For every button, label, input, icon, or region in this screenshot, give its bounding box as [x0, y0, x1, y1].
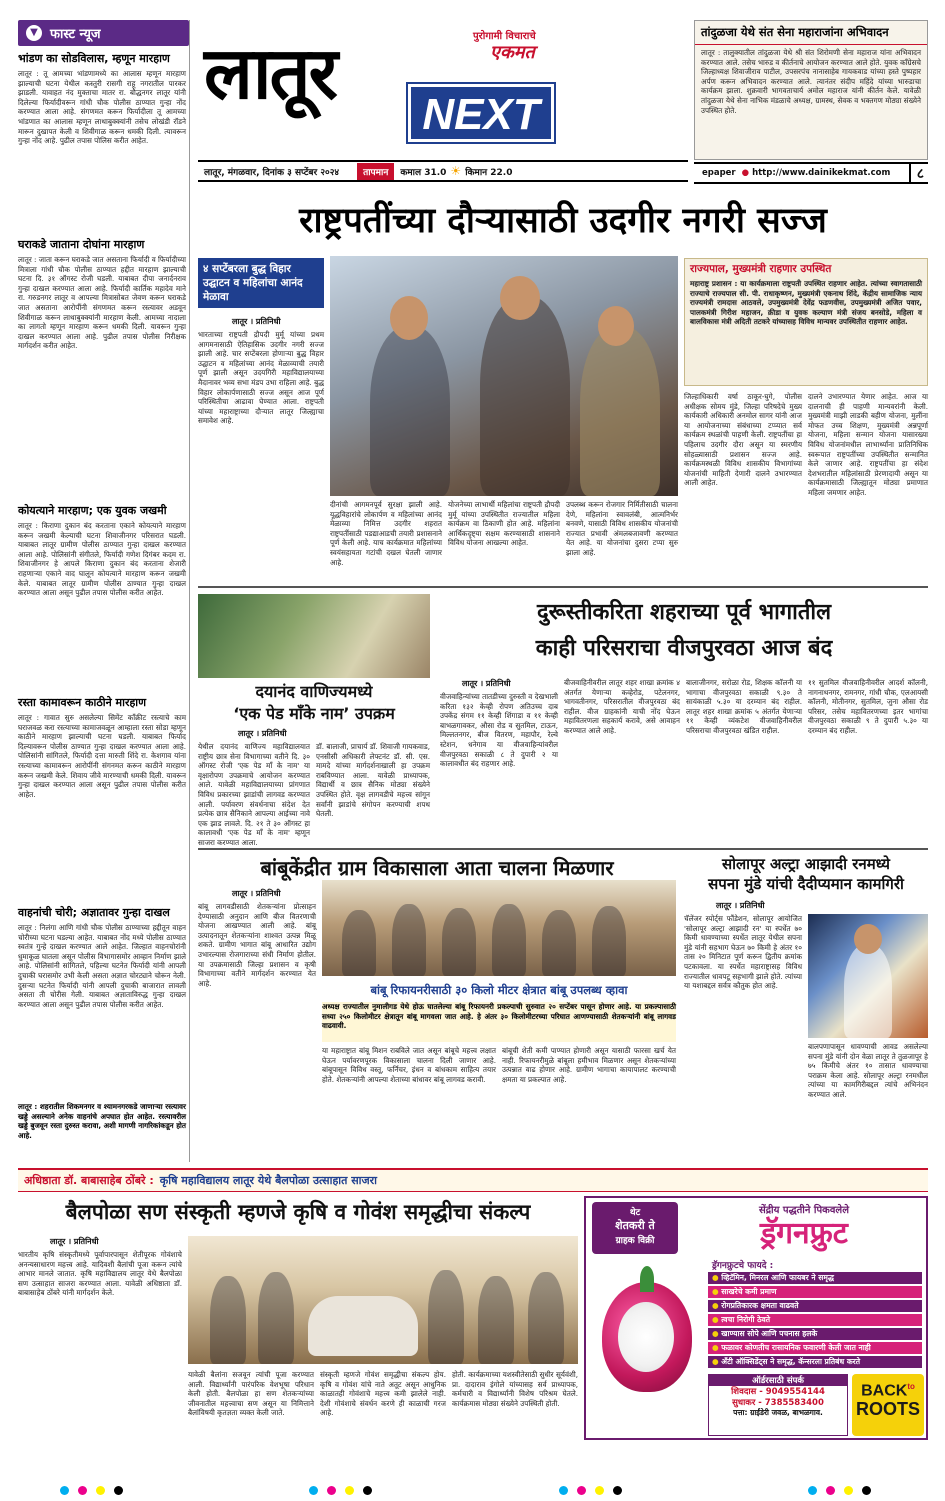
dayanand-body-col2: डॉ. बालाजी, प्राचार्य डॉ. शिवाजी गायकवाड, एनसीसी अधिकारी लेफ्टनंट डॉ. सी. एस. मामदे यांच्या मार्गदर्शनाखाली हा उपक्रम राबविण्यात आला. यावेळी प्राध्यापक, विद्यार्थी व छात्र सैनिक मोठ्या संख्येने उपस्थित होते. वृक्ष लागवडीचे महत्त्व सांगून सर्वांनी झाडांचे संगोपन करण्याची शपथ घेतली. [316, 742, 430, 819]
page-number: ८ [909, 164, 924, 183]
main-body: भारताच्या राष्ट्रपती द्रौपदी मुर्मू यांच्या प्रथम आगमनासाठी ऐतिहासिक उदगीर नगरी सज्ज झाली आहे. चार सप्टेंबरला होणाऱ्या बुद्ध विहार उद्घाटन व महिलांच्या आनंद मेळाव्याची तयारी पूर्ण झाली असून उदयगिरी महाविद्यालयाच्या मैदानावर भव्य सभा मंडप उभा राहिला आहे. बुद्ध विहार लोकार्पणासाठी सज्ज असून आज पूर्ण परिस्थितीचा आढावा घेण्यात आला. राष्ट्रपती यांच्या महाराष्ट्राच्या दौऱ्यात लातूर जिल्ह्याचा समावेश आहे. [198, 330, 324, 426]
fast-news-item [18, 906, 186, 1091]
dateline: लातूर, मंगळवार, दिनांक ३ सप्टेंबर २०२४ [204, 167, 340, 178]
news-title: वाहनांची चोरी; अज्ञातावर गुन्हा दाखल [18, 906, 170, 919]
main-body-col3: योजनेच्या लाभार्थी महिलांचा राष्ट्रपती द्रौपदी मुर्मू यांच्या उपस्थितीत राज्यातील महिला कार्यक्रम वा ठिकाणी होत आहे. महिलांना आर्थिकदृष्ट्या सक्षम करण्यासाठी शासनाने विविध योजना आखल्या आहेत. [448, 500, 560, 548]
bailpola-top-bar [18, 1168, 928, 1192]
news-title: रस्ता कामावरून काठीने मारहाण [18, 696, 147, 709]
bullet-icon: ● [712, 1329, 722, 1338]
powercut-body-col3: बालाजीनगर, सरोळा रोड, शिक्षक कॉलनी या भागाचा वीजपुरवठा सकाळी ९.३० ते सायंकाळी ५.३० या दरम्यान बंद राहील. लातूर शहर शाखा क्रमांक ५ अंतर्गत येणाऱ्या ११ केव्ही व्यंकटेश वीजवाहिनीवरील परिसराचा वीजपुरवठा खंडित राहील. [686, 678, 802, 735]
epaper-label: epaper [702, 168, 736, 178]
powercut-body-col2: बीजवाहिनीवरील लातूर शहर शाखा क्रमांक ४ अंतर्गत येणाऱ्या कव्हेरोड, पटेलनगर, भागवतीनगर, परिसरातील वीजपुरवठा बंद राहील. वीज ग्राहकांनी याची नोंद घेऊन महावितरणला सहकार्य करावे, असे आवाहन करण्यात आले आहे. [564, 678, 680, 735]
bailpola-body-col4: होती. कार्यक्रमाच्या यशस्वीतेसाठी सुधीर सूर्यवंशी, प्रा. दादाराव इंगोले यांच्यासह सर्व प्राध्यापक, कर्मचारी व विद्यार्थ्यांनी विशेष परिश्रम घेतले. कार्यक्रमास मोठ्या संख्येने उपस्थिती होती. [452, 1370, 578, 1408]
benefit-item: ● व्हिटॅमिन, मिनरल आणि फायबर ने समृद्ध [708, 1272, 922, 1284]
powercut-headline-1: दुरूस्तीकरिता शहराच्या पूर्व भागातील [536, 600, 832, 625]
link-icon: ● [741, 168, 750, 178]
powercut-byline: लातूर । प्रतिनिधी [462, 679, 511, 688]
sun-icon: ☀ [450, 164, 462, 178]
temp-max: कमाल 31.0 [400, 167, 447, 178]
top-right-story [694, 20, 928, 160]
main-kicker: ४ सप्टेंबरला बुद्ध विहार उद्घाटन व महिलांचा आनंद मेळावा [198, 258, 324, 308]
sidebar-story-box [684, 258, 928, 386]
bullet-icon: ● [712, 1315, 722, 1324]
dateline-bar [198, 160, 688, 182]
news-title: कोयत्याने मारहाण; एक युवक जखमी [18, 504, 167, 517]
ad-kicker: सेंद्रीय पद्धतीने पिकवलेले [758, 1205, 849, 1216]
bailpola-body-col3: संस्कृती म्हणजे गोवंश समृद्धीचा संकल्प होय. कृषि व गोवंश यांचे नाते अतूट असून आधुनिक काळातही गोवंशाचे महत्त्व कमी झालेले नाही. देशी गोवंशाचे संवर्धन करणे ही काळाची गरज आहे. [320, 1370, 446, 1418]
back-to-roots-logo: $BACK^{to}$ ROOTS [852, 1374, 924, 1436]
dragonfruit-image [592, 1262, 702, 1412]
divider [198, 848, 928, 850]
sidebar-col1: जिल्हाधिकारी वर्षा ठाकूर-घुगे, पोलीस अधीक्षक सोमय मुंडे, जिल्हा परिषदेचे मुख्य कार्यकारी अधिकारी अनमोल सागर यांनी आज या आयोजनाच्या संबंधाच्या टप्प्यात सर्व कार्यक्रम स्थळांची पाहणी केली. राष्ट्रपतींचा हा पहिलाच उदगीर दौरा असून या स्मरणीय सोहळ्यासाठी प्रशासन सज्ज आहे. कार्यक्रमस्थळी विविध शासकीय विभागांच्या योजनांची माहिती देणारी दालने उभारण्यात आली आहेत. [684, 392, 802, 488]
dragonfruit-ad [584, 1196, 928, 1440]
ad-title: ड्रॅगनफ्रुट [760, 1216, 848, 1251]
sapna-byline: लातूर । प्रतिनिधी [716, 901, 765, 910]
bamboo-photo [322, 880, 676, 976]
masthead-title: लातूर [204, 31, 336, 115]
main-headline: राष्ट्रपतींच्या दौऱ्यासाठी उदगीर नगरी सज्ज [299, 201, 827, 241]
news-body: लातूर : गावात सुरु असलेल्या सिमेंट काँक्रीट रस्त्याचे काम घराजवळ करा रस्त्याच्या कामाजवळून आम्हाला रस्ता सोडा म्हणून काठीने मारहाण झाल्याची घटना घडली. याबाबत फिर्याद दिल्यावरून पोलीस ठाण्यात गुन्हा दाखल करण्यात आला आहे. पोलिसांनी सांगितले, फिर्यादी दत्ता मारुती शिंदे रा. केशगाव यांना रस्त्याच्या कामावरून आरोपींनी संगनमत करून काठीने मारहाण करून जखमी केले. शिवाय जीवे मारण्याची धमकी दिली. यावरून गुन्हा दाखल करण्यात आला असून पुढील तपास पोलीस करीत आहेत. [18, 713, 186, 799]
bullet-icon: ● [712, 1343, 722, 1352]
benefit-item: ● त्वचा निरोगी ठेवते [708, 1314, 922, 1326]
news-body: लातूर : किराणा दुकान बंद करताना एकाने कोयत्याने मारहाण करून जखमी केल्याची घटना शिवाजीनगर परिसरात घडली. याबाबत लातूर ग्रामीण पोलीस ठाण्यात गुन्हा दाखल करण्यात आला आहे. पोलिसांनी संगीतले, फिर्यादी गणेश दिगंबर कदम रा. शिवाजीनगर हे आपले किराणा दुकान बंद करताना शेजारी राहणाऱ्या एकाने वाद घालून कोयत्याने मारहाण करून जखमी केले. याबाबत लातूर ग्रामीण पोलीस ठाण्यात गुन्हा दाखल करण्यात आला असून पुढील तपास पोलीस करीत आहेत. [18, 521, 186, 598]
fast-news-item [18, 696, 186, 877]
weather-label: तापमान [357, 163, 394, 180]
dayanand-headline-1: दयानंद वाणिज्यमध्ये [255, 682, 373, 701]
powercut-body: वीजवाहिन्यांच्या तातडीच्या दुरुस्ती व देखभाली करिता १३२ केव्ही रोपण अतिउच्च दाब उपकेंद्र संगम ११ केव्ही शिंगाडा व ११ केव्ही बाभळगावकर, औसा रोड व सुतमिल, टाऊन, मिल्लतनगर, बीज वितरण, महापौर, रेल्वे स्टेशन, धनेगाव या वीजवाहिन्यांवरील वीजपुरवठा सकाळी ८ ते दुपारी २ या कालावधीत बंद राहणार आहे. [440, 692, 558, 769]
main-body-col2: दीनांची आगमनपूर्व सुरक्षा झाली आहे. यूद्धविहारांचे लोकार्पण व महिलांच्या आनंद मेळाव्या निमित्त उदगीर शहरात राष्ट्रपतींसाठी पडद्याआडची तयारी प्रशासनाने पूर्ण केली आहे. याच कार्यक्रमात महिलांच्या स्वयंसहायता गटांची दखल घेतली जाणार आहे. [330, 500, 442, 567]
bailpola-body-col2: यावेळी बैलांना सजवून त्यांची पूजा करण्यात आली. विद्यार्थ्यांनी पारंपरिक वेशभूषा परिधान केली होती. बैलपोळा हा सण शेतकऱ्यांच्या जीवनातील महत्त्वाचा सण असून या निमित्ताने बैलांविषयी कृतज्ञता व्यक्त केली जाते. [188, 1370, 314, 1418]
temp-min: किमान 22.0 [465, 167, 513, 178]
news-body: लातूर : जाता करून घराकडे जात असताना फिर्यादी व फिर्यादीच्या मित्राला गांधी चौक पोलीस ठाण्यात हद्दीत मारहाण झाल्याची घटना दि. ३१ ऑगस्ट रोजी घडली. याबाबत दीपा जनार्दनराव गुन्हा दाखल करण्यात आला आहे. फिर्यादी कार्तिक महादेव माने रा. गरुडनगर लातूर व आपल्या मित्रासोबत जेवण करून घराकडे जात असताना आरोपींनी संगणमत करून रस्त्यावर अडवून शिवीगाळ करून लाथाबुक्क्यांनी मारहाण केली. आमच्या नादाला का लागतो म्हणून मारहाण करून धमकी दिली. यावरून गुन्हा दाखल करण्यात आला आहे. पुढील तपास पोलीस निरीक्षक मार्गदर्शन करीत आहेत. [18, 255, 186, 351]
powercut-headline-2: काही परिसराचा वीजपुरवठा आज बंद [535, 636, 833, 661]
sapna-headline-1: सोलापूर अल्ट्रा आझादी रनमध्ये [721, 855, 891, 873]
sidebar-kicker: राज्यपाल, मुख्यमंत्री राहणार उपस्थित [690, 263, 832, 275]
news-title: भांडण का सोडविलास, म्हणून मारहाण [18, 52, 170, 65]
sapna-body: चॅलेंजर स्पोर्ट्स फौंडेशन, सोलापूर आयोजित 'सोलापूर अल्ट्रा आझादी रन' या स्पर्धेत ७० किमी धावण्याच्या स्पर्धेत लातूर येथील सपना मुंडे यांनी सहभाग घेऊन ७० किमी हे अंतर १० तास २० मिनिटात पूर्ण करून द्वितीय क्रमांक पटकावला. या स्पर्धेत महाराष्ट्रासह विविध राज्यातील धावपटू सहभागी झाले होते. त्यांच्या या यशाबद्दल सर्वत्र कौतुक होत आहे. [684, 914, 802, 991]
bailpola-body: भारतीय कृषि संस्कृतीमध्ये पूर्वापारपासून शेतीपूरक गोवंशाचे अनन्यसाधारण महत्त्व आहे. यादिवशी बैलांची पूजा करून त्यांचे आभार मानले जातात. कृषि महाविद्यालय लातूर येथे बैलपोळा सण उत्साहात साजरा करण्यात आला. यावेळी अधिष्ठाता डॉ. बाबासाहेब ठोंबरे यांनी मार्गदर्शन केले. [18, 1250, 182, 1298]
main-byline: लातूर । प्रतिनिधी [232, 317, 281, 326]
dayanand-byline: लातूर । प्रतिनिधी [238, 729, 287, 738]
ad-benefits-title: ड्रॅगनफ्रुटचे फायदे : [712, 1261, 774, 1271]
bamboo-byline: लातूर । प्रतिनिधी [232, 889, 281, 898]
bailpola-byline: लातूर । प्रतिनिधी [50, 1237, 99, 1246]
fast-news-item [18, 52, 186, 217]
sapna-headline-2: सपना मुंडे यांची दैदीप्यमान कामगिरी [708, 875, 904, 893]
benefit-item: ● साखरेचे कमी प्रमाण [708, 1286, 922, 1298]
ad-contact-1[interactable]: शिवदास - 9049554144 [731, 1387, 825, 1397]
main-photo [330, 256, 678, 496]
ad-address: पत्ता: ग्राईंडेरी जवळ, बाभळगाव. [733, 1408, 823, 1417]
masthead-tagline: पुरोगामी विचाराचे [473, 31, 536, 42]
bailpola-top-text: कृषि महाविद्यालय लातूर येथे बैलपोळा उत्साहात साजरा [159, 1174, 378, 1187]
masthead [198, 20, 688, 188]
bailpola-headline: बैलपोळा सण संस्कृती म्हणजे कृषि व गोवंश समृद्धीचा संकल्प [65, 1200, 531, 1224]
bamboo-body: बांबू लागवडीसाठी शेतकऱ्यांना प्रोत्साहन देण्यासाठी अनुदान आणि बीज वितरणाची योजना आखण्यात आली आहे. बांबू उत्पादनातून शेतकऱ्यांना शाश्वत उत्पन्न मिळू शकते. ग्रामीण भागात बांबू आधारित उद्योग उभारल्यास रोजगाराच्या संधी निर्माण होतील. या उपक्रमासाठी जिल्हा प्रशासन व कृषी विभागाच्या वतीने मार्गदर्शन करण्यात येत आहे. [198, 902, 316, 988]
bailpola-photo [188, 1236, 578, 1364]
ad-benefits-list [708, 1272, 922, 1370]
bamboo-body-col2: या महाराष्ट्रात बांबू मिशन राबविले जात असून बांबूचे महत्त्व लक्षात घेऊन पर्यावरणपूरक विकासाला चालना दिली जाणार आहे. बांबूपासून विविध वस्तू, फर्निचर, इंधन व बांधकाम साहित्य तयार होते. शेतकऱ्यांनी आपल्या शेताच्या बांधावर बांबू लागवड करावी. [322, 1046, 496, 1084]
benefit-item: ● रोगप्रतिकारक क्षमता वाढवते [708, 1300, 922, 1312]
news-body: लातूर : तू आमच्या भांडणामध्ये का आलास म्हणून मारहाण झाल्याची घटना येथील कस्तुरी रासगी राहू नगरातील पारकर झाडली. यावाहत नंद मुक्ताचा मातर रा. बौद्धनगर लातूर यांनी दिलेल्या फिर्यादीवरून गांधी चौक पोलीस ठाण्यात गुन्हा नोंद करण्यात आला आहे. संगणमत करून फिर्यादीला तू आमच्या भांडणात का आलास म्हणून लाथाबुक्क्यांनी तसेच लोखंडी रॉडने मारून दुखापत केली व शिवीगाळ करून धमकी दिली. त्यावरून गुन्हा नोंद आहे. पुढील तपास पोलिस करीत आहेत. [18, 69, 186, 146]
powercut-body-col4: ११ सुतमिल वीजवाहिनीवरील आदर्श कॉलनी, नागनाथनगर, रामनगर, गांधी चौक, एलआयसी कॉलनी, मोतीनगर, सुतमिल, जुना औसा रोड परिसर, तसेच महावितरणच्या इतर भागांचा वीजपुरवठा सकाळी ९ ते दुपारी ५.३० या दरम्यान बंद राहील. [808, 678, 928, 735]
epaper-bar [694, 162, 928, 184]
registration-marks [60, 1480, 880, 1492]
fast-news-column [18, 20, 190, 1162]
bamboo-banner: बांबू रिफायनरीसाठी ३० किलो मीटर क्षेत्रात बांबू उपलब्ध व्हावा [370, 983, 628, 997]
fast-news-item [18, 504, 186, 675]
top-right-headline: तांदुळजा येथे संत सेना महाराजांना अभिवादन [695, 21, 927, 45]
news-title: घराकडे जाताना दोघांना मारहाण [18, 238, 145, 251]
top-right-body: लातूर : तालुक्यातील तांदुळजा येथे श्री संत शिरोमणी सेना महाराज यांना अभिवादन करण्यात आले. तसेच भारुड व कीर्तनाचे आयोजन करण्यात आले होते. युवक काँग्रेसचे जिल्हाध्यक्ष शिवाजीराव पाटील, उपसरपंच नानासाहेब गायकवाड यांच्या हस्ते पुष्पहार अर्पण करून अभिवादन करण्यात आले. त्यानंतर संदीप महिंदे यांच्या भारुडाचा कार्यक्रम झाला. शुक्रवारी भागवताचार्य अमोल महाराज यांनी कीर्तन केले. यावेळी तांदुळजा येथे सेना नाभिक मंडळाचे अध्यक्ष, ग्रामस्थ, सेवक व भक्तगण मोठ्या संख्येने उपस्थित होते. [701, 48, 921, 115]
bamboo-headline: बांबूकेंद्रीत ग्राम विकासाला आता चालना मिळणार [260, 856, 614, 880]
website-link[interactable]: http://www.dainikekmat.com [752, 168, 891, 178]
news-body: लातूर : निलंगा आणि गांधी चौक पोलीस ठाण्याच्या हद्दीतून वाहन चोरीच्या घटना घडल्या आहेत. याबाबत नोंद मध्ये पोलीस ठाण्यात स्वतंत्र गुन्हे दाखल करण्यात आले आहेत. जिल्हात वाहनचोरांनी धुमाकूळ घातला असून पोलीस विभागासमोर आव्हान निर्माण झाले आहे. पोलिसांनी सांगितले, पहिल्या घटनेत फिर्यादी यांनी आपली दुचाकी घरासमोर उभी केली असता अज्ञात चोरट्याने चोरून नेली. दुसऱ्या घटनेत फिर्यादी यांनी आपली दुचाकी बाजारात लावली असता ती चोरीस गेली. याबाबत अज्ञाताविरुद्ध गुन्हा दाखल करण्यात आला असून पुढील तपास पोलीस करीत आहेत. [18, 923, 186, 1009]
divider [198, 586, 928, 588]
fast-news-item [18, 238, 186, 483]
sapna-body-col2: बालपणापासून धावण्याची आवड असलेल्या सपना मुंडे यांनी दोन वेळा लातूर ते तुळजापूर हे ७५ किमीचे अंतर १० तासात धावण्याचा पराक्रम केला आहे. सोलापूर अल्ट्रा रनमधील त्यांच्या या कामगिरीबद्दल त्यांचे अभिनंदन करण्यात आले. [808, 1042, 928, 1099]
fast-news-header: ▼ फास्ट न्यूज [18, 20, 189, 46]
bullet-icon: ● [712, 1357, 722, 1366]
bailpola-top-label: अधिष्ठाता डॉ. बाबासाहेब ठोंबरे : [24, 1174, 154, 1187]
ad-contact-2[interactable]: सुधाकर - 7385583400 [732, 1398, 824, 1408]
benefit-item: ● खाण्यास सोपे आणि पचनास हलके [708, 1328, 922, 1340]
main-body-col4: उपलब्ध करून रोजगार निर्मितीसाठी चालना देणे, महिलांना स्वावलंबी, आत्मनिर्भर बनवणे, यासाठी विविध शासकीय योजनांची राज्यात प्रभावी अंमलबजावणी करण्यात येत आहे. या योजनांचा दुसरा टप्पा सुरु झाला आहे. [566, 500, 678, 557]
fast-news-footer-note: लातूर : शहरातील शिकमनगर व श्यामनगरकडे जाणाऱ्या रस्त्यावर खड्डे असल्याने अनेक वाहनांचे अपघात होत आहेत. रस्त्यावरील खड्डे बुजवून रस्ता दुरुस्त करावा, अशी मागणी नागरिकांकडून होत आहे. [18, 1102, 186, 1140]
dayanand-body: येथील दयानंद वाणिज्य महाविद्यालयात राष्ट्रीय छात्र सेना विभागाच्या वतीने दि. ३० ऑगस्ट रोजी 'एक पेड माँ के नाम' या वृक्षारोपण उपक्रमाचे आयोजन करण्यात आले. यावेळी महाविद्यालयाच्या प्रांगणात विविध प्रकारच्या झाडांची लागवड करण्यात आली. पर्यावरण संवर्धनाचा संदेश देत प्रत्येक छात्र सैनिकाने आपल्या आईच्या नावे एक झाड लावले. दि. २१ ते ३० ऑगस्ट हा कालावधी 'एक पेड माँ के नाम' म्हणून साजरा करण्यात आला. [198, 742, 310, 847]
bullet-icon: ● [712, 1301, 722, 1310]
bamboo-banner-body: अध्यक्ष राज्यातील नुमालीगड येथे होऊ घातलेल्या बांबू रिफायनरी प्रकल्पाची सुरुवात २० सप्टेंबर पासून होणार आहे. या प्रकल्पासाठी सध्या २५० किलोमीटर क्षेत्रातून बांबू मागवला जात आहे. हे अंतर ३० किलोमीटरच्या परिघात आणण्यासाठी शेतकऱ्यांनी बांबू लागवड वाढवावी. [322, 1002, 676, 1042]
dayanand-photo [198, 594, 430, 678]
bamboo-body-col3: बांबूची शेती कमी पाण्यात होणारी असून यासाठी फारसा खर्च येत नाही. रिफायनरीमुळे बांबूला हमीभाव मिळणार असून शेतकऱ्यांच्या उत्पन्नात वाढ होणार आहे. ग्रामीण भागाचा कायापालट करण्याची क्षमता या प्रकल्पात आहे. [502, 1046, 676, 1084]
benefit-item: ● फळावर कोणतीच रासायनिक फवारणी केली जात नाही [708, 1342, 922, 1354]
sapna-photo [808, 914, 928, 1038]
benefit-item: ● अँटी ऑक्सिडेंट्स ने समृद्ध, कॅन्सरला प्रतिबंध करते [708, 1356, 922, 1368]
chevron-down-icon: ▼ [26, 25, 42, 41]
bullet-icon: ● [712, 1287, 722, 1296]
ad-badge: थेट शेतकरी ते ग्राहक विक्री [592, 1202, 678, 1254]
bullet-icon: ● [712, 1273, 722, 1282]
masthead-next-badge: NEXT [408, 84, 554, 142]
dayanand-headline-2: ‘एक पेड माँके नाम’ उपक्रम [233, 704, 395, 723]
masthead-brand: एकमत [490, 42, 535, 63]
sidebar-lead: महाराष्ट्र प्रशासन : या कार्यक्रमाला राष्ट्रपती उपस्थित राहणार आहेत. त्यांच्या स्वागतासाठी राज्याचे राज्यपाल सी. पी. राधाकृष्णन, मुख्यमंत्री एकनाथ शिंदे, केंद्रीय सामाजिक न्याय राज्यमंत्री रामदास आठवले, उपमुख्यमंत्री देवेंद्र फडणवीस, उपमुख्यमंत्री अजित पवार, पालकमंत्री गिरीश महाजन, क्रीडा व युवक कल्याण मंत्री संजय बनसोडे, महिला व बालविकास मंत्री अदिती तटकरे यांच्यासह विविध मान्यवर उपस्थितीत राहणार आहेत. [690, 279, 922, 327]
ad-order-box: ऑर्डरसाठी संपर्क शिवदास - 9049554144 सुधाकर - 7385583400 पत्ता: ग्राईंडेरी जवळ, बाभळगाव. [708, 1374, 848, 1436]
sidebar-col2: दालने उभारण्यात येणार आहेत. आज या दालनाची ही पाहणी मान्यवरांनी केली. मुख्यमंत्री माझी लाडकी बहीण योजना, मुलींना मोफत उच्च शिक्षण, मुख्यमंत्री अन्नपूर्णा योजना, महिला सन्मान योजना यासारख्या विविध योजनांमधील लाभार्थ्यांना प्रातिनिधिक स्वरूपात राष्ट्रपतींच्या उपस्थितीत सन्मानित केले जाणार आहे. राष्ट्रपतींचा हा संदेश देशभरातील महिलांसाठी प्रेरणादायी असून या कार्यक्रमासाठी जिल्ह्यातून मोठ्या प्रमाणात महिला जमणार आहेत. [808, 392, 928, 497]
